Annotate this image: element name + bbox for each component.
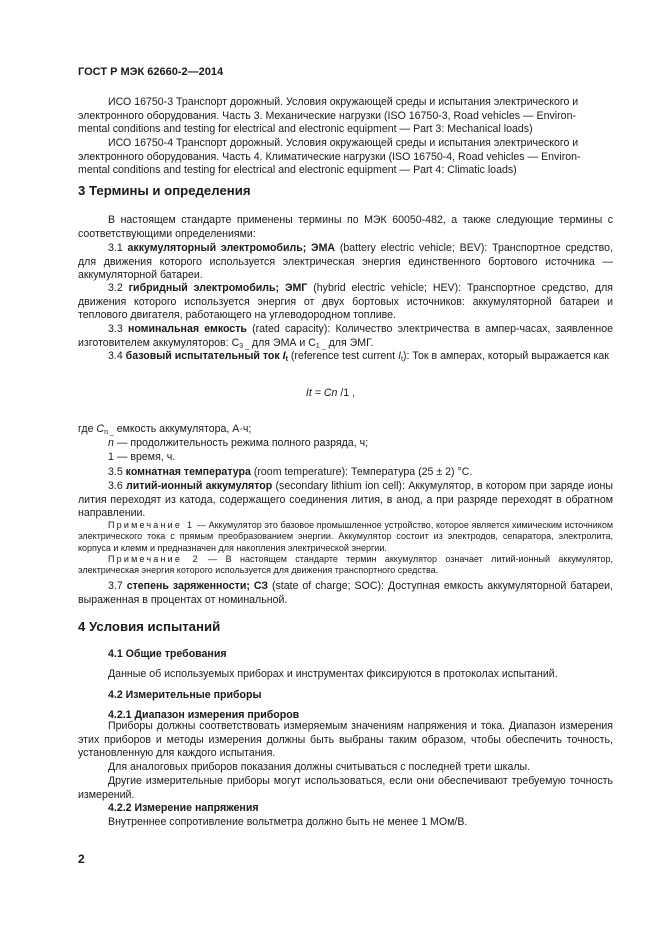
- note-1: Примечание 1 — Аккумулятор это базовое промышленное устройство, которое является химическим источником электрического тока с прямым преобразованием энергии. Аккумулятор состоит из электродов, сепаратора, электролита, корпуса и клемм и предназначен для накопления электрической энергии.: [78, 520, 614, 553]
- term-3-4: 3.4 базовый испытательный ток $I_t$ (reference test current $I_t$): Ток в амперах, который выражается как: [108, 350, 609, 363]
- formula-one-definition: 1 — время, ч.: [108, 451, 176, 463]
- section-4-2-1-p2: Для аналоговых приборов показания должны считываться с последней трети шкалы.: [108, 761, 531, 773]
- term-3-4-name: базовый испытательный ток $I_t$: [125, 350, 288, 363]
- term-3-5-name: комнатная температура: [125, 466, 251, 478]
- section-4-2-1-title: 4.2.1 Диапазон измерения приборов: [108, 709, 300, 721]
- term-3-5: 3.5 комнатная температура (room temperature): Температура (25 ± 2) °С.: [108, 466, 473, 478]
- section-4-2-title: 4.2 Измерительные приборы: [108, 689, 262, 701]
- ref-line: электронного оборудования. Часть 3. Механические нагрузки (ISO 16750-3, Road vehicles — Environ-: [78, 109, 576, 122]
- ref-line: mental conditions and testing for electrical and electronic equipment — Part 3: Mechanical loads): [78, 123, 533, 136]
- formula-n-definition: n — продолжительность режима полного разряда, ч;: [108, 437, 369, 449]
- term-3-2-name: гибридный электромобиль; ЭМГ: [128, 282, 308, 294]
- term-3-1: 3.1 аккумуляторный электромобиль; ЭМА (battery electric vehicle; BEV): Транспортное средство, для движения которого используется электрическая энергия единственного бортового источника — аккумуляторной батареи.: [78, 242, 614, 282]
- term-3-7-name: степень заряженности; СЗ: [126, 580, 268, 592]
- note-2-label: Примечание 2: [108, 554, 200, 564]
- term-3-3-name: номинальная емкость: [127, 323, 247, 335]
- section-3-title: 3 Термины и определения: [78, 183, 251, 198]
- section-4-2-2-text: Внутреннее сопротивление вольтметра должно быть не менее 1 МОм/В.: [108, 816, 468, 828]
- term-3-3: 3.3 номинальная емкость (rated capacity): Количество электричества в ампер-часах, заявленное изготовителем аккумуляторов: $C_{3 \_}$ для ЭМА и $C_{1 \_}$ для ЭМГ.: [78, 323, 613, 350]
- ref-line: ИСО 16750-4 Транспорт дорожный. Условия окружающей среды и испытания электрического и: [108, 137, 579, 149]
- ref-line: электронного оборудования. Часть 4. Климатические нагрузки (ISO 16750-4, Road vehicles — Environ-: [78, 150, 581, 163]
- ref-line: ИСО 16750-3 Транспорт дорожный. Условия окружающей среды и испытания электрического и: [108, 96, 579, 108]
- section-4-1-text: Данные об используемых приборах и инструментах фиксируются в протоколах испытаний.: [108, 668, 558, 680]
- section-4-2-1-p3: Другие измерительные приборы могут использоваться, если они обеспечивают требуемую точность измерений.: [78, 775, 613, 801]
- section-4-2-1-p1: Приборы должны соответствовать измеряемым значениям напряжения и тока. Диапазон измерения этих приборов и методы измерения должны быть выбраны таким образом, чтобы обеспечить точность, установленную для каждого испытания.: [78, 720, 613, 760]
- section-4-2-2-title: 4.2.2 Измерение напряжения: [108, 802, 259, 814]
- term-3-7: 3.7 степень заряженности; СЗ (state of charge; SOC): Доступная емкость аккумуляторной батареи, выраженная в процентах от номинальной.: [78, 580, 614, 606]
- formula-reference-current: It = Cn /1 ,: [305, 387, 356, 399]
- section-4-1-title: 4.1 Общие требования: [108, 648, 227, 660]
- section-4-title: 4 Условия испытаний: [78, 619, 221, 634]
- ref-line: mental conditions and testing for electrical and electronic equipment — Part 4: Climatic loads): [78, 164, 517, 177]
- reference-iso-16750-3: [78, 96, 613, 137]
- document-header: ГОСТ Р МЭК 62660-2—2014: [78, 66, 224, 78]
- section-3-intro: В настоящем стандарте применены термины по МЭК 60050-482, а также следующие термины с соответствующими определениями:: [78, 214, 613, 240]
- term-3-6-name: литий-ионный аккумулятор: [126, 480, 273, 492]
- term-3-2: 3.2 гибридный электромобиль; ЭМГ (hybrid electric vehicle; HEV): Транспортное средство, для движения которого используется энергия от двух бортовых источников: аккумуляторной батареи и теплового двигателя, работающего на углеводородном топливе.: [78, 282, 614, 322]
- note-1-label: Примечание 1: [108, 520, 195, 530]
- page-number: 2: [78, 852, 85, 866]
- formula-where: где $C_{n \_}$ емкость аккумулятора, А·ч;: [78, 423, 252, 436]
- term-3-1-name: аккумуляторный электромобиль; ЭМА: [127, 242, 336, 254]
- term-3-6: 3.6 литий-ионный аккумулятор (secondary lithium ion cell): Аккумулятор, в котором при заряде ионы лития переходят из катода, содержащего соединения лития, в анод, а при разряде переходят в обратном направлении.: [78, 480, 613, 520]
- reference-iso-16750-4: [78, 137, 613, 178]
- note-2: Примечание 2 — В настоящем стандарте термин аккумулятор означает литий-ионный аккумулятор, электрическая энергия которого используется для движения транспортного средства.: [78, 554, 614, 576]
